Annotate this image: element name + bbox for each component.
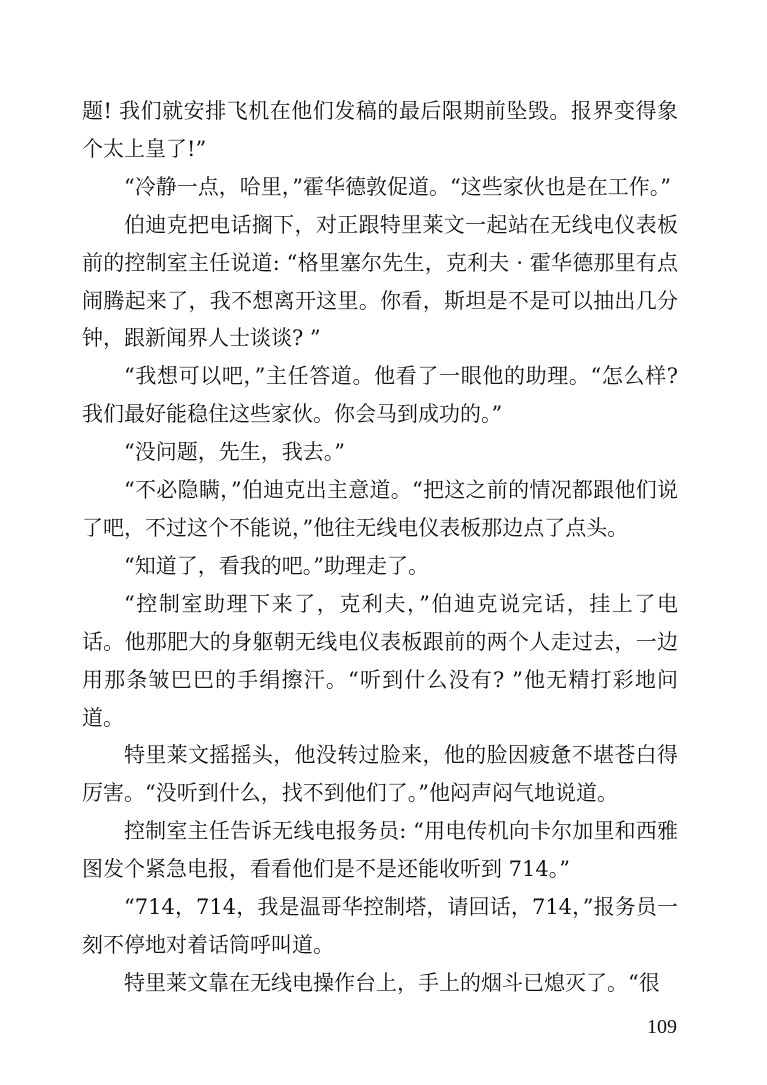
body-text: [82, 93, 678, 1003]
page-number: 109: [647, 1016, 677, 1038]
paragraph: “冷静一点，哈里，”霍华德敦促道。“这些家伙也是在工作。”: [124, 174, 671, 199]
paragraph: 特里莱文摇摇头，他没转过脸来，他的脸因疲惫不堪苍白得厉害。“没听到什么，找不到他们了。”他闷声闷气地说道。: [82, 743, 678, 806]
paragraph: “我想可以吧，”主任答道。他看了一眼他的助理。“怎么样? 我们最好能稳住这些家伙。你会马到成功的。”: [82, 364, 678, 427]
paragraph: “控制室助理下来了，克利夫，”伯迪克说完话，挂上了电话。他那肥大的身躯朝无线电仪表板跟前的两个人走过去，一边用那条皱巴巴的手绢擦汗。“听到什么没有? ”他无精打彩地问道。: [82, 591, 678, 730]
paragraph: “714，714，我是温哥华控制塔，请回话，714，”报务员一刻不停地对着话筒呼叫道。: [82, 895, 678, 957]
paragraph: “没问题，先生，我去。”: [124, 440, 345, 465]
paragraph: 控制室主任告诉无线电报务员: “用电传机向卡尔加里和西雅图发个紧急电报，看看他们是不是还能收听到 714。”: [82, 819, 678, 882]
paragraph: “不必隐瞒，”伯迪克出主意道。“把这之前的情况都跟他们说了吧，不过这个不能说，”他往无线电仪表板那边点了点头。: [82, 478, 678, 540]
paragraph: 特里莱文靠在无线电操作台上，手上的烟斗已熄灭了。“很: [124, 970, 660, 995]
paragraph: 伯迪克把电话搁下，对正跟特里莱文一起站在无线电仪表板前的控制室主任说道: “格里塞尔先生，克利夫 · 霍华德那里有点闹腾起来了，我不想离开这里。你看，斯坦是不是可以抽出几分钟，跟新闻界人士谈谈? ”: [82, 212, 678, 351]
paragraph-continuation: 题! 我们就安排飞机在他们发稿的最后限期前坠毁。报界变得象个太上皇了!”: [82, 99, 678, 161]
paragraph: “知道了，看我的吧。”助理走了。: [124, 553, 429, 578]
